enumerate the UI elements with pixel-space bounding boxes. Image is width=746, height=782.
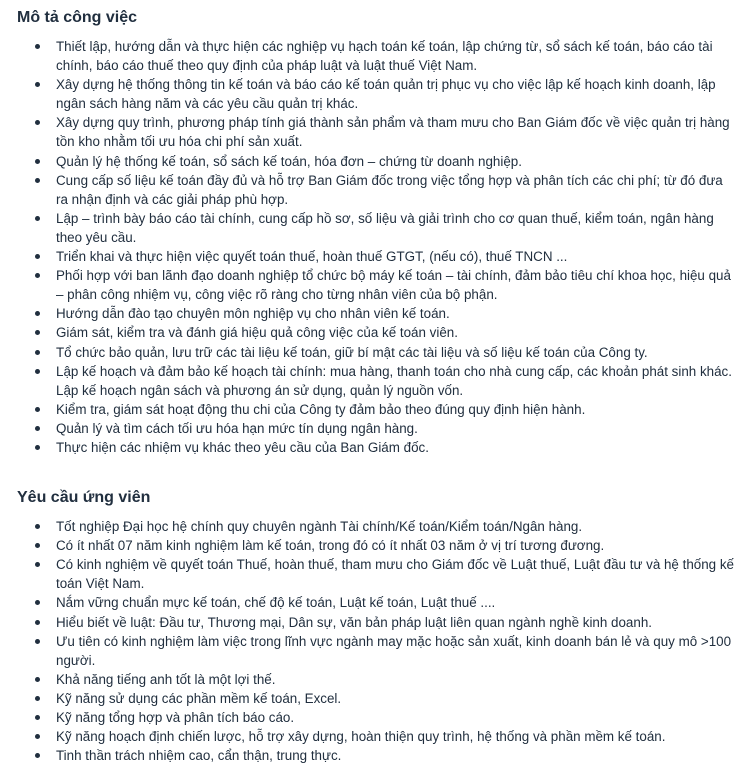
list-item: Phối hợp với ban lãnh đạo doanh nghiệp tổ chức bộ máy kế toán – tài chính, đảm bảo tiêu chí khoa học, hiệu quả – phân công nhiệm vụ, công việc rõ ràng cho từng nhân viên của bộ phận. bbox=[56, 266, 736, 304]
list-item: Nắm vững chuẩn mực kế toán, chế độ kế toán, Luật kế toán, Luật thuế .... bbox=[56, 593, 736, 612]
list-item: Xây dựng hệ thống thông tin kế toán và báo cáo kế toán quản trị phục vụ cho việc lập kế hoạch kinh doanh, lập ngân sách hàng năm và các yêu cầu quản trị khác. bbox=[56, 75, 736, 113]
list-item: Kiểm tra, giám sát hoạt động thu chi của Công ty đảm bảo theo đúng quy định hiện hành. bbox=[56, 400, 736, 419]
list-item: Lập – trình bày báo cáo tài chính, cung cấp hồ sơ, số liệu và giải trình cho cơ quan thuế, kiểm toán, ngân hàng theo yêu cầu. bbox=[56, 209, 736, 247]
list-item: Hướng dẫn đào tạo chuyên môn nghiệp vụ cho nhân viên kế toán. bbox=[56, 304, 736, 323]
candidate-requirements-list bbox=[17, 517, 736, 765]
list-item: Quản lý hệ thống kế toán, sổ sách kế toán, hóa đơn – chứng từ doanh nghiệp. bbox=[56, 152, 736, 171]
list-item: Triển khai và thực hiện việc quyết toán thuế, hoàn thuế GTGT, (nếu có), thuế TNCN ... bbox=[56, 247, 736, 266]
job-description-list bbox=[17, 37, 736, 457]
list-item: Có kinh nghiệm về quyết toán Thuế, hoàn thuế, tham mưu cho Giám đốc về Luật thuế, Luật đầu tư và hệ thống kế toán Việt Nam. bbox=[56, 555, 736, 593]
list-item: Ưu tiên có kinh nghiệm làm việc trong lĩnh vực ngành may mặc hoặc sản xuất, kinh doanh bán lẻ và quy mô >100 người. bbox=[56, 632, 736, 670]
list-item: Tinh thần trách nhiệm cao, cẩn thận, trung thực. bbox=[56, 746, 736, 765]
list-item: Khả năng tiếng anh tốt là một lợi thế. bbox=[56, 670, 736, 689]
list-item: Lập kế hoạch và đảm bảo kế hoạch tài chính: mua hàng, thanh toán cho nhà cung cấp, các khoản phát sinh khác. Lập kế hoạch ngân sách và phương án sử dụng, quản lý nguồn vốn. bbox=[56, 362, 736, 400]
section-title-job-description: Mô tả công việc bbox=[17, 9, 138, 26]
list-item: Quản lý và tìm cách tối ưu hóa hạn mức tín dụng ngân hàng. bbox=[56, 419, 736, 438]
section-title-candidate-requirements: Yêu cầu ứng viên bbox=[17, 489, 151, 507]
list-item: Kỹ năng hoạch định chiến lược, hỗ trợ xây dựng, hoàn thiện quy trình, hệ thống và phần mềm kế toán. bbox=[56, 727, 736, 746]
list-item: Cung cấp số liệu kế toán đầy đủ và hỗ trợ Ban Giám đốc trong việc tổng hợp và phân tích các chi phí; từ đó đưa ra nhận định và các giải pháp phù hợp. bbox=[56, 171, 736, 209]
list-item: Giám sát, kiểm tra và đánh giá hiệu quả công việc của kế toán viên. bbox=[56, 323, 736, 342]
list-item: Tổ chức bảo quản, lưu trữ các tài liệu kế toán, giữ bí mật các tài liệu và số liệu kế toán của Công ty. bbox=[56, 343, 736, 362]
list-item: Kỹ năng sử dụng các phần mềm kế toán, Excel. bbox=[56, 689, 736, 708]
list-item: Có ít nhất 07 năm kinh nghiệm làm kế toán, trong đó có ít nhất 03 năm ở vị trí tương đương. bbox=[56, 536, 736, 555]
list-item: Hiểu biết về luật: Đầu tư, Thương mại, Dân sự, văn bản pháp luật liên quan ngành nghề kinh doanh. bbox=[56, 613, 736, 632]
list-item: Thực hiện các nhiệm vụ khác theo yêu cầu của Ban Giám đốc. bbox=[56, 438, 736, 457]
list-item: Xây dựng quy trình, phương pháp tính giá thành sản phẩm và tham mưu cho Ban Giám đốc về việc quản trị hàng tồn kho nhằm tối ưu hóa chi phí sản xuất. bbox=[56, 113, 736, 151]
list-item: Thiết lập, hướng dẫn và thực hiện các nghiệp vụ hạch toán kế toán, lập chứng từ, sổ sách kế toán, báo cáo tài chính, báo cáo thuế theo quy định của pháp luật và luật thuế Việt Nam. bbox=[56, 37, 736, 75]
list-item: Kỹ năng tổng hợp và phân tích báo cáo. bbox=[56, 708, 736, 727]
list-item: Tốt nghiệp Đại học hệ chính quy chuyên ngành Tài chính/Kế toán/Kiểm toán/Ngân hàng. bbox=[56, 517, 736, 536]
